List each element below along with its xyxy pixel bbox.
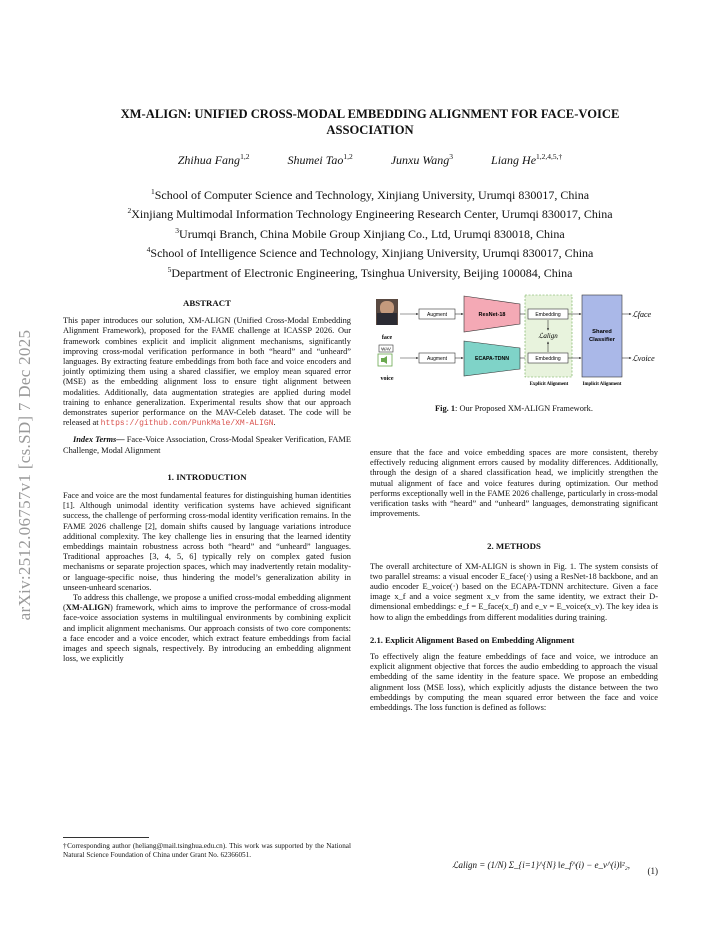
equation-body: ℒalign = (1/N) Σ_{i=1}^{N} ‖e_f^(i) − e_v^(i)‖²₂, [452,860,630,870]
affiliation: $^5$Department of Electronic Engineering, Tsinghua University, Beijing 100084, China [167,264,573,280]
arxiv-id: arXiv:2512.06757v1 [cs.SD] 7 Dec 2025 [15,329,34,621]
methods-text: The overall architecture of XM-ALIGN is shown in Fig. 1. The system consists of two parallel streams: a visual encoder E_face(·) using a ResNet-18 backbone, and an audio encoder E_voice(·) based on the ECAPA-TDNN architecture. Given a face image x_f and a voice segment x_v from the same identity, we extract their D-dimensional embeddings: e_f = E_face(x_f) and e_v = E_voice(x_v). The key idea is how to align the embeddings from different modalities during training. [370,561,658,622]
figure-caption: Fig. 1: Our Proposed XM-ALIGN Framework. [435,404,593,413]
svg-text:Embedding: Embedding [535,312,561,318]
paper-title: XM-ALIGN: UNIFIED CROSS-MODAL EMBEDDING ALIGNMENT FOR FACE-VOICE ASSOCIATION [120,107,620,137]
voice-loss: ℒvoice [632,354,655,363]
code-link[interactable]: https://github.com/PunkMale/XM-ALIGN [100,419,274,429]
intro-continued: ensure that the face and voice embedding spaces are more consistent, thereby effectively reducing alignment errors caused by modality differences. Additionally, through the design of a shared classification head, we implicitly strengthen the mutual alignment of face and voice features during optimization. Our method performs exceptionally well in the FAME 2026 challenge, particularly in cross-modal verification tasks with “heard” and “unheard” languages, demonstrating significant improvements. [370,448,658,519]
affiliation: $^4$School of Intelligence Science and Technology, Xinjiang University, Urumqi 830017, China [146,245,594,261]
methods-heading: 2. METHODS [487,541,541,552]
svg-text:Embedding: Embedding [535,356,561,362]
framework-figure [370,293,658,413]
intro-paragraph: To address this challenge, we propose a unified cross-modal embedding alignment (XM-ALIGN) framework, which aims to improve the performance of cross-modal face-voice association systems in multilingual environments by combining explicit and implicit alignment mechanisms. Our approach consists of two core components: a face encoder and a voice encoder, which extract feature embeddings from facial images and speech signals, respectively. By introducing an embedding alignment loss, we explicitly [63,593,351,664]
author: Liang $He^{1,2,4,5,\dagger}$ [491,152,563,167]
svg-text:ECAPA-TDNN: ECAPA-TDNN [475,356,509,362]
intro-heading: 1. INTRODUCTION [167,471,247,482]
author: Junxu Wang$^3$ [390,152,454,167]
svg-text:Augment: Augment [426,356,448,362]
subsection-text: To effectively align the feature embeddings of face and voice, we introduce an explicit alignment objective that forces the audio embedding to approach the visual embedding of the same identity in the feature space. We propose an embedding alignment loss (MSE loss), which explicitly adjusts the distance between the two embeddings by computing the mean squared error between the face and voice embeddings. The loss function is defined as follows: [370,652,658,713]
align-loss: ℒalign [538,332,558,340]
svg-text:Classifier: Classifier [588,337,616,343]
author-list [80,152,660,168]
author: Shumei Tao$^{1,2}$ [287,152,353,167]
arxiv-watermark [10,265,40,685]
face-loss: ℒface [632,310,652,319]
affiliation: $^1$School of Computer Science and Technology, Xinjiang University, Urumqi 830017, China [150,187,590,202]
abstract-heading: ABSTRACT [183,298,231,308]
affiliation: $^2$Xinjiang Multimodal Information Technology Engineering Research Center, Urumqi 830017, China [127,206,613,222]
affiliations [60,184,680,281]
affiliation: $^3$Urumqi Branch, China Mobile Group Xinjiang Co., Ltd, Urumqi 830018, China [175,225,565,241]
subsection-heading: 2.1. Explicit Alignment Based on Embedding Alignment [370,634,575,645]
svg-text:ResNet-18: ResNet-18 [478,312,506,318]
voice-label: voice [380,376,394,382]
intro-paragraph: Face and voice are the most fundamental features for distinguishing human identities [1]. Although unimodal identity verification systems have achieved significant success, the challenge of performing cross-modal identity verification remains. In the FAME 2026 challenge [2], domain shifts caused by language variations introduce additional complexity. The key challenge lies in ensuring that the learned identity embeddings maintain robustness across both “heard” and “unheard” languages. Traditional approaches [3, 4, 5, 6] typically rely on complex gated fusion mechanisms or separate projection spaces, which may inadvertently retain modality- or language-specific noise, thus hindering the model’s generalization ability in unseen-unheard scenarios. [63,491,351,592]
footnote: †Corresponding author (heliang@mail.tsinghua.edu.cn). This work was supported by the National Natural Science Foundation of China under Grant No. 62366051. [63,842,351,859]
index-terms: Index Terms— Face-Voice Association, Cross-Modal Speaker Verification, FAME Challenge, Modal Alignment [63,435,351,455]
framework-diagram [370,293,658,413]
equation-number: (1) [647,866,658,876]
abstract-text: This paper introduces our solution, XM-ALIGN (Unified Cross-Modal Embedding Alignment Framework), proposed for the FAME challenge at ICASSP 2026. Our framework combines explicit and implicit alignment mechanisms, significantly improving cross-modal verification performance in both “heard” and “unheard” languages. By extracting feature embeddings from both face and voice encoders and jointly optimizing them using a shared classifier, we employ mean squared error (MSE) as the embedding alignment loss to ensure tight alignment between modalities. Additionally, data augmentation strategies are applied during model training to enhance generalization. Experimental results show that our approach demonstrates superior performance on the MAV-Celeb dataset. The code will be released at https://github.com/PunkMale/XM-ALIGN. [63,316,351,429]
author: Zhihua Fang$^{1,2}$ [177,152,250,167]
face-label: face [381,335,393,341]
footnote-rule [63,837,149,838]
svg-text:WAV: WAV [381,346,391,352]
right-column [370,448,658,713]
equation-1 [370,860,658,884]
left-column [63,298,351,665]
svg-text:Shared: Shared [592,329,612,335]
svg-text:Augment: Augment [426,312,448,318]
shared-classifier [582,295,622,377]
explicit-alignment-label: Explicit Alignment [529,382,569,387]
implicit-alignment-label: Implicit Alignment [582,382,622,387]
